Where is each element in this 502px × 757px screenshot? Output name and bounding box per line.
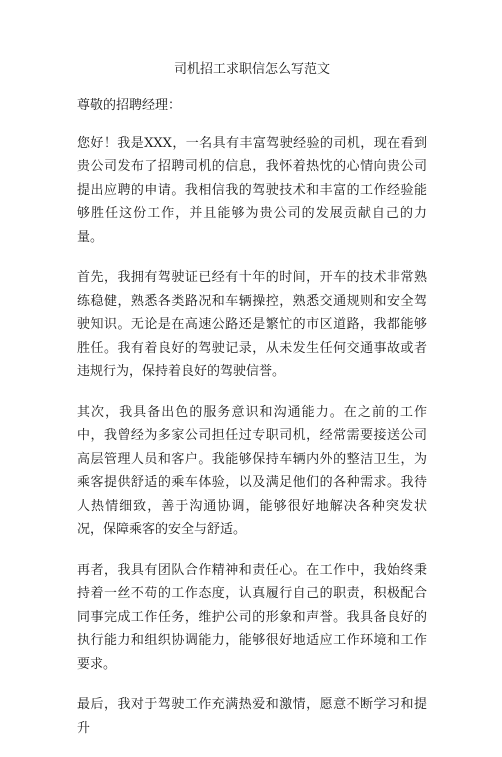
paragraph-closing: 最后，我对于驾驶工作充满热爱和激情，愿意不断学习和提升 (77, 697, 427, 736)
salutation: 尊敬的招聘经理： (77, 98, 182, 113)
document-page (77, 60, 427, 757)
paragraph-experience: 首先，我拥有驾驶证已经有十年的时间，开车的技术非常熟练稳健，熟悉各类路况和车辆操控，熟悉交通规则和安全驾驶知识。无论是在高速公路还是繁忙的市区道路，我都能够胜任。我有着良好的驾驶记录，从未发生任何交通事故或者违规行为，保持着良好的驾驶信誉。 (77, 270, 427, 379)
paragraph-service: 其次，我具备出色的服务意识和沟通能力。在之前的工作中，我曾经为多家公司担任过专职司机，经常需要接送公司高层管理人员和客户。我能够保持车辆内外的整洁卫生，为乘客提供舒适的乘车体验，以及满足他们的各种需求。我待人热情细致，善于沟通协调，能够很好地解决各种突发状况，保障乘客的安全与舒适。 (77, 404, 427, 537)
paragraph-intro: 您好！我是XXX，一名具有丰富驾驶经验的司机，现在看到贵公司发布了招聘司机的信息，我怀着热忱的心情向贵公司提出应聘的申请。我相信我的驾驶技术和丰富的工作经验能够胜任这份工作，并且能够为贵公司的发展贡献自己的力量。 (77, 135, 427, 245)
paragraph-teamwork: 再者，我具有团队合作精神和责任心。在工作中，我始终秉持着一丝不苟的工作态度，认真履行自己的职责，积极配合同事完成工作任务，维护公司的形象和声誉。我具备良好的执行能力和组织协调能力，能够很好地适应工作环境和工作要求。 (77, 562, 427, 672)
document-title: 司机招工求职信怎么写范文 (173, 62, 330, 77)
